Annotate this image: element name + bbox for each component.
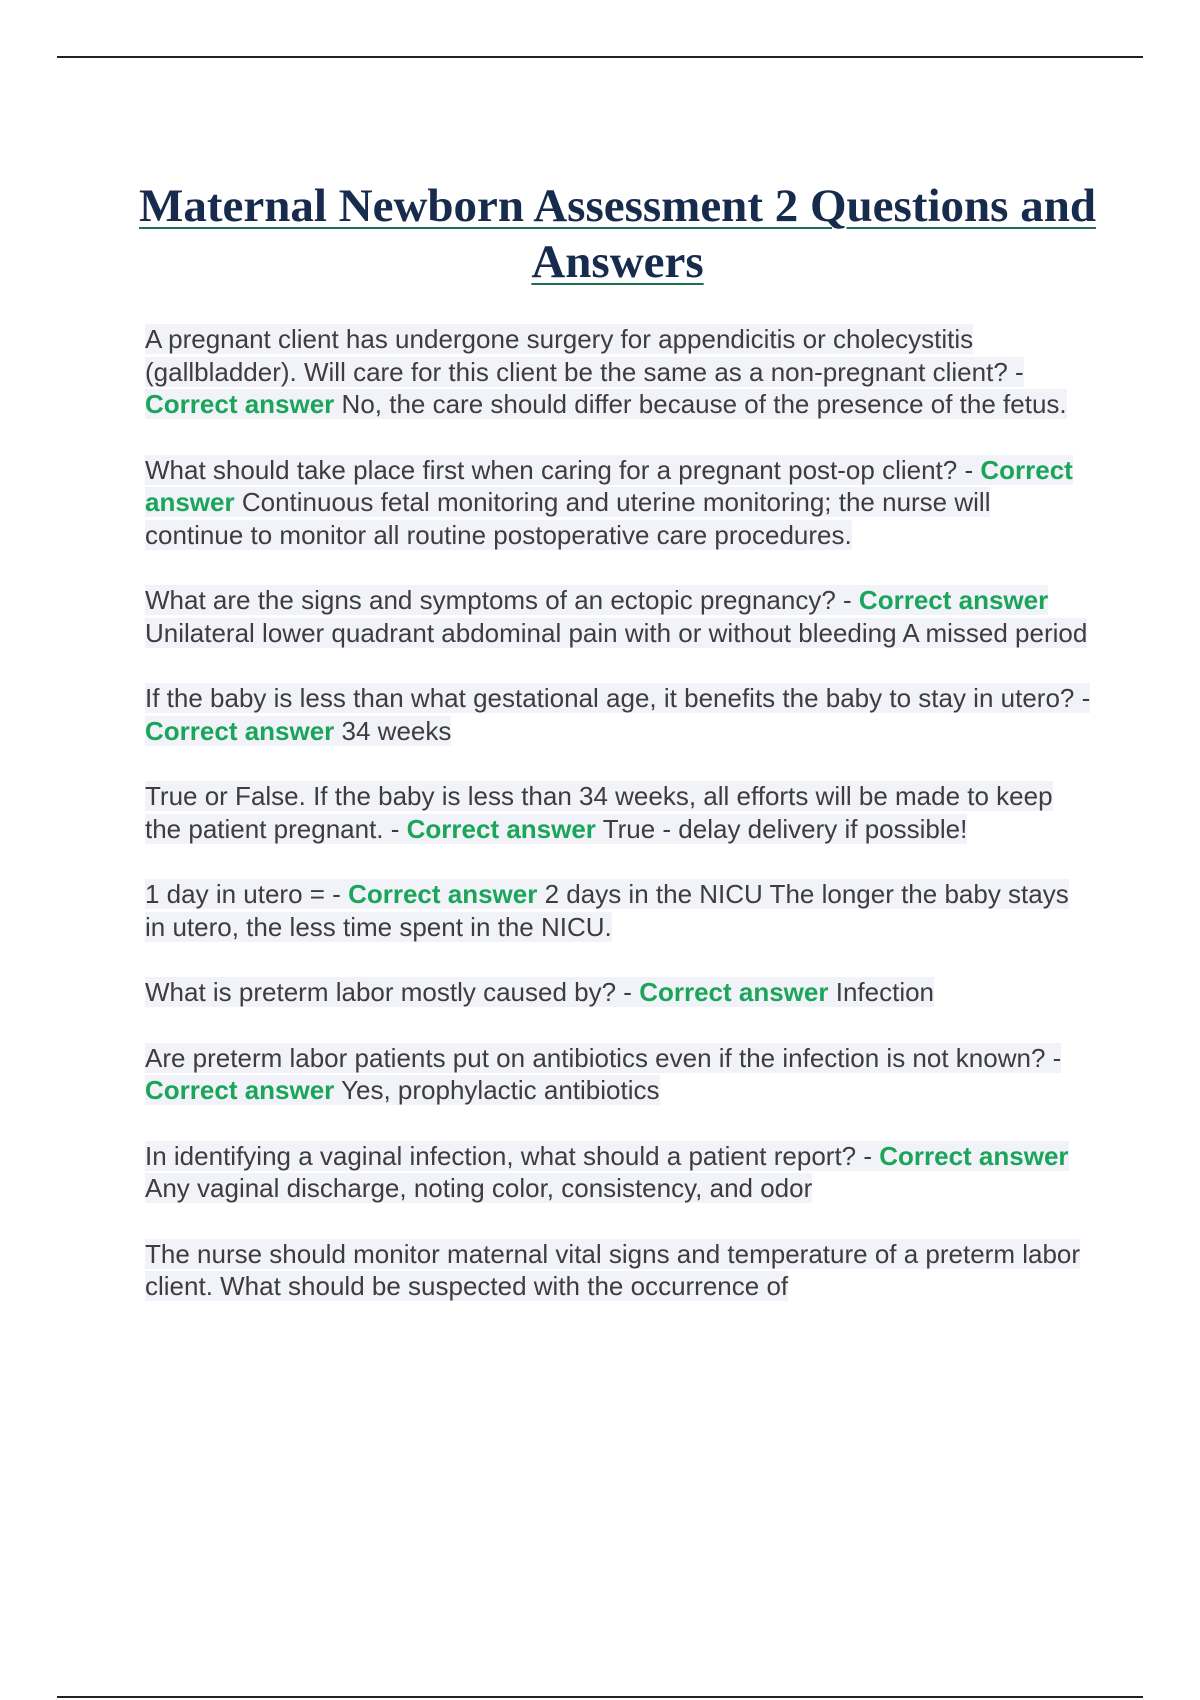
qa-item-2 — [145, 454, 1095, 552]
answer-text: No, the care should differ because of the presence of the fetus. — [334, 389, 1067, 419]
question-text: True or False. If the baby is less than 34 weeks, all efforts will be made to keep the patient pregnant. - — [145, 781, 1053, 844]
question-text: In identifying a vaginal infection, what should a patient report? - — [145, 1140, 880, 1171]
answer-text: True - delay delivery if possible! — [595, 813, 968, 844]
qa-item-8 — [145, 1042, 1095, 1107]
correct-answer-label: Correct answer — [145, 389, 335, 419]
answer-text: Infection — [828, 977, 935, 1007]
correct-answer-label: Correct answer — [858, 585, 1049, 615]
answer-text: 2 days in the NICU The longer the baby stays in utero, the less time spent in the NICU. — [145, 879, 1069, 942]
qa-item-5 — [145, 780, 1095, 845]
question-text: What should take place first when caring for a pregnant post-op client? - — [145, 454, 981, 485]
correct-answer-label: Correct answer — [639, 977, 829, 1007]
answer-text: Unilateral lower quadrant abdominal pain with or without bleeding A missed period — [145, 617, 1088, 648]
header-rule — [57, 56, 1143, 58]
document-title: Maternal Newborn Assessment 2 Questions and Answers — [138, 180, 1096, 288]
question-text: The nurse should monitor maternal vital signs and temperature of a preterm labor client. What should be suspected with the occurrence of — [145, 1238, 1081, 1301]
qa-list — [145, 323, 1095, 1336]
correct-answer-label: Correct answer — [145, 1075, 335, 1105]
question-text: A pregnant client has undergone surgery for appendicitis or cholecystitis (gallbladder). Will care for this client be the same as a non-pregnant client? - — [145, 324, 1024, 387]
answer-text: Continuous fetal monitoring and uterine monitoring; the nurse will continue to monitor all routine postoperative care procedures. — [145, 487, 991, 550]
answer-text: Yes, prophylactic antibiotics — [334, 1075, 660, 1105]
qa-item-10 — [145, 1238, 1095, 1303]
footer-rule — [57, 1696, 1143, 1698]
answer-text: 34 weeks — [334, 715, 452, 746]
qa-item-1 — [145, 323, 1095, 421]
qa-item-9 — [145, 1140, 1095, 1205]
question-text: Are preterm labor patients put on antibiotics even if the infection is not known? - — [145, 1042, 1062, 1073]
correct-answer-label: Correct answer — [145, 454, 1073, 517]
question-text: 1 day in utero = - — [145, 879, 349, 909]
correct-answer-label: Correct answer — [348, 879, 538, 909]
correct-answer-label: Correct answer — [879, 1140, 1069, 1171]
qa-item-7 — [145, 976, 1095, 1009]
answer-text: Any vaginal discharge, noting color, consistency, and odor — [145, 1173, 813, 1203]
qa-item-3 — [145, 584, 1095, 649]
correct-answer-label: Correct answer — [406, 813, 596, 844]
question-text: What are the signs and symptoms of an ectopic pregnancy? - — [145, 585, 859, 615]
question-text: What is preterm labor mostly caused by? - — [145, 977, 640, 1007]
qa-item-4 — [145, 682, 1095, 747]
qa-item-6 — [145, 878, 1095, 943]
question-text: If the baby is less than what gestational age, it benefits the baby to stay in utero? - — [145, 683, 1091, 713]
correct-answer-label: Correct answer — [145, 715, 335, 746]
